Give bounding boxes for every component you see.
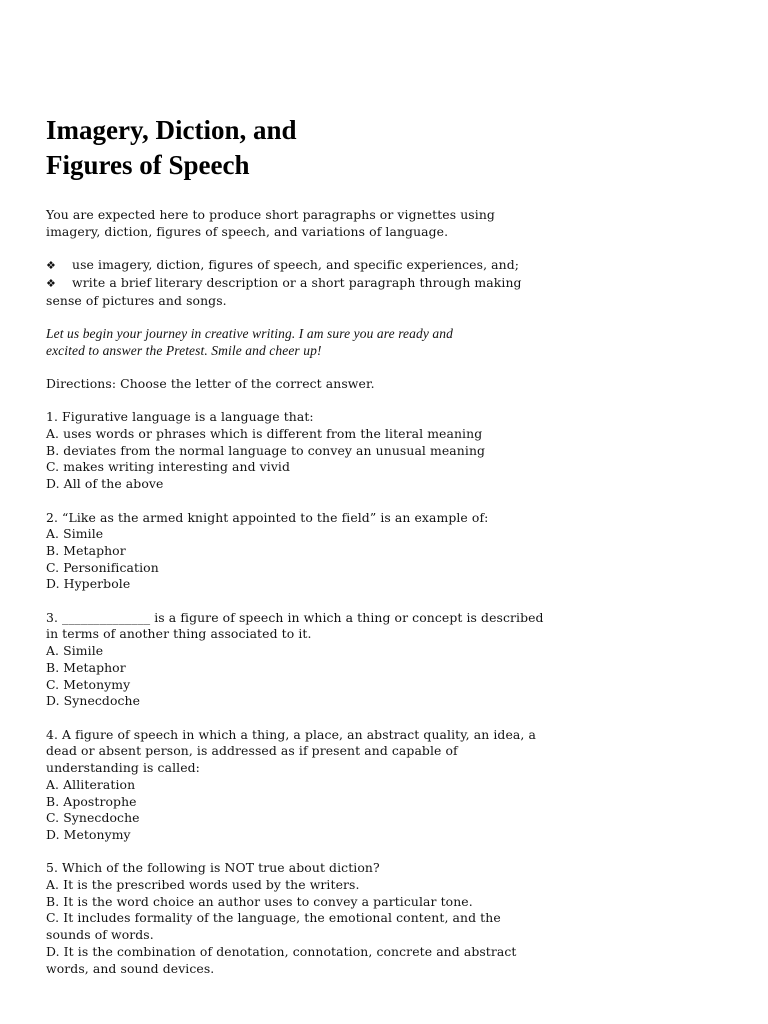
- answer-option: D. It is the combination of denotation, connotation, concrete and abstract: [46, 943, 517, 959]
- answer-option: C. Metonymy: [46, 676, 131, 692]
- intro-paragraph: [46, 207, 606, 240]
- question-stem: understanding is called:: [46, 760, 200, 776]
- question-stem: 4. A figure of speech in which a thing, a place, an abstract quality, an idea, a: [46, 726, 536, 742]
- answer-option: A. It is the prescribed words used by the writers.: [46, 877, 360, 892]
- title-line-2: Figures of Speech: [46, 150, 250, 180]
- question-stem: 1. Figurative language is a language that:: [46, 409, 314, 425]
- question-stem: 5. Which of the following is NOT true about diction?: [46, 860, 380, 876]
- answer-option: D. Metonymy: [46, 826, 131, 842]
- answer-option: B. deviates from the normal language to convey an unusual meaning: [46, 442, 486, 458]
- answer-option-continued: sounds of words.: [46, 927, 154, 943]
- answer-option: C. Synecdoche: [46, 810, 140, 826]
- title-line-1: Imagery, Diction, and: [46, 115, 297, 145]
- answer-option: D. Synecdoche: [46, 693, 141, 709]
- question-2: [46, 510, 606, 594]
- page-title: [46, 113, 646, 183]
- answer-option: C. makes writing interesting and vivid: [46, 459, 291, 475]
- diamond-bullet-icon: ❖: [46, 276, 56, 290]
- encouragement-line: excited to answer the Pretest. Smile and cheer up!: [46, 342, 322, 358]
- question-3: [46, 610, 606, 710]
- answer-option: A. uses words or phrases which is different from the literal meaning: [46, 426, 483, 442]
- answer-option: B. Metaphor: [46, 659, 126, 675]
- answer-option: B. Metaphor: [46, 542, 126, 558]
- answer-option: D. All of the above: [46, 476, 164, 492]
- answer-option: A. Simile: [46, 526, 104, 542]
- objective-item: [46, 257, 606, 275]
- question-stem: 3. ______________ is a figure of speech in which a thing or concept is described: [46, 609, 544, 625]
- answer-option-continued: words, and sound devices.: [46, 960, 215, 976]
- objective-text-continued: sense of pictures and songs.: [46, 292, 227, 308]
- objective-text: write a brief literary description or a short paragraph through making: [72, 274, 522, 290]
- diamond-bullet-icon: ❖: [46, 259, 56, 273]
- directions-text: Directions: Choose the letter of the correct answer.: [46, 375, 375, 391]
- answer-option: B. It is the word choice an author uses to convey a particular tone.: [46, 893, 473, 909]
- document-body: [46, 207, 606, 977]
- answer-option: B. Apostrophe: [46, 793, 137, 809]
- question-5: [46, 860, 606, 977]
- question-stem: dead or absent person, is addressed as if present and capable of: [46, 743, 458, 759]
- question-4: [46, 727, 606, 844]
- answer-option: C. It includes formality of the language, the emotional content, and the: [46, 910, 501, 926]
- intro-line: You are expected here to produce short paragraphs or vignettes using: [46, 207, 495, 222]
- encouragement-line: Let us begin your journey in creative writing. I am sure you are ready and: [46, 325, 453, 341]
- question-stem: 2. “Like as the armed knight appointed to the field” is an example of:: [46, 509, 489, 525]
- question-1: [46, 409, 606, 493]
- intro-line: imagery, diction, figures of speech, and variations of language.: [46, 223, 449, 239]
- answer-option: A. Alliteration: [46, 776, 136, 792]
- question-stem: in terms of another thing associated to it.: [46, 626, 312, 642]
- objective-item: [46, 275, 606, 293]
- answer-option: D. Hyperbole: [46, 576, 131, 592]
- answer-option: C. Personification: [46, 559, 159, 575]
- objective-text: use imagery, diction, figures of speech, and specific experiences, and;: [72, 257, 520, 273]
- encouragement-note: [46, 326, 606, 359]
- objectives-list: [46, 257, 606, 309]
- answer-option: A. Simile: [46, 643, 104, 659]
